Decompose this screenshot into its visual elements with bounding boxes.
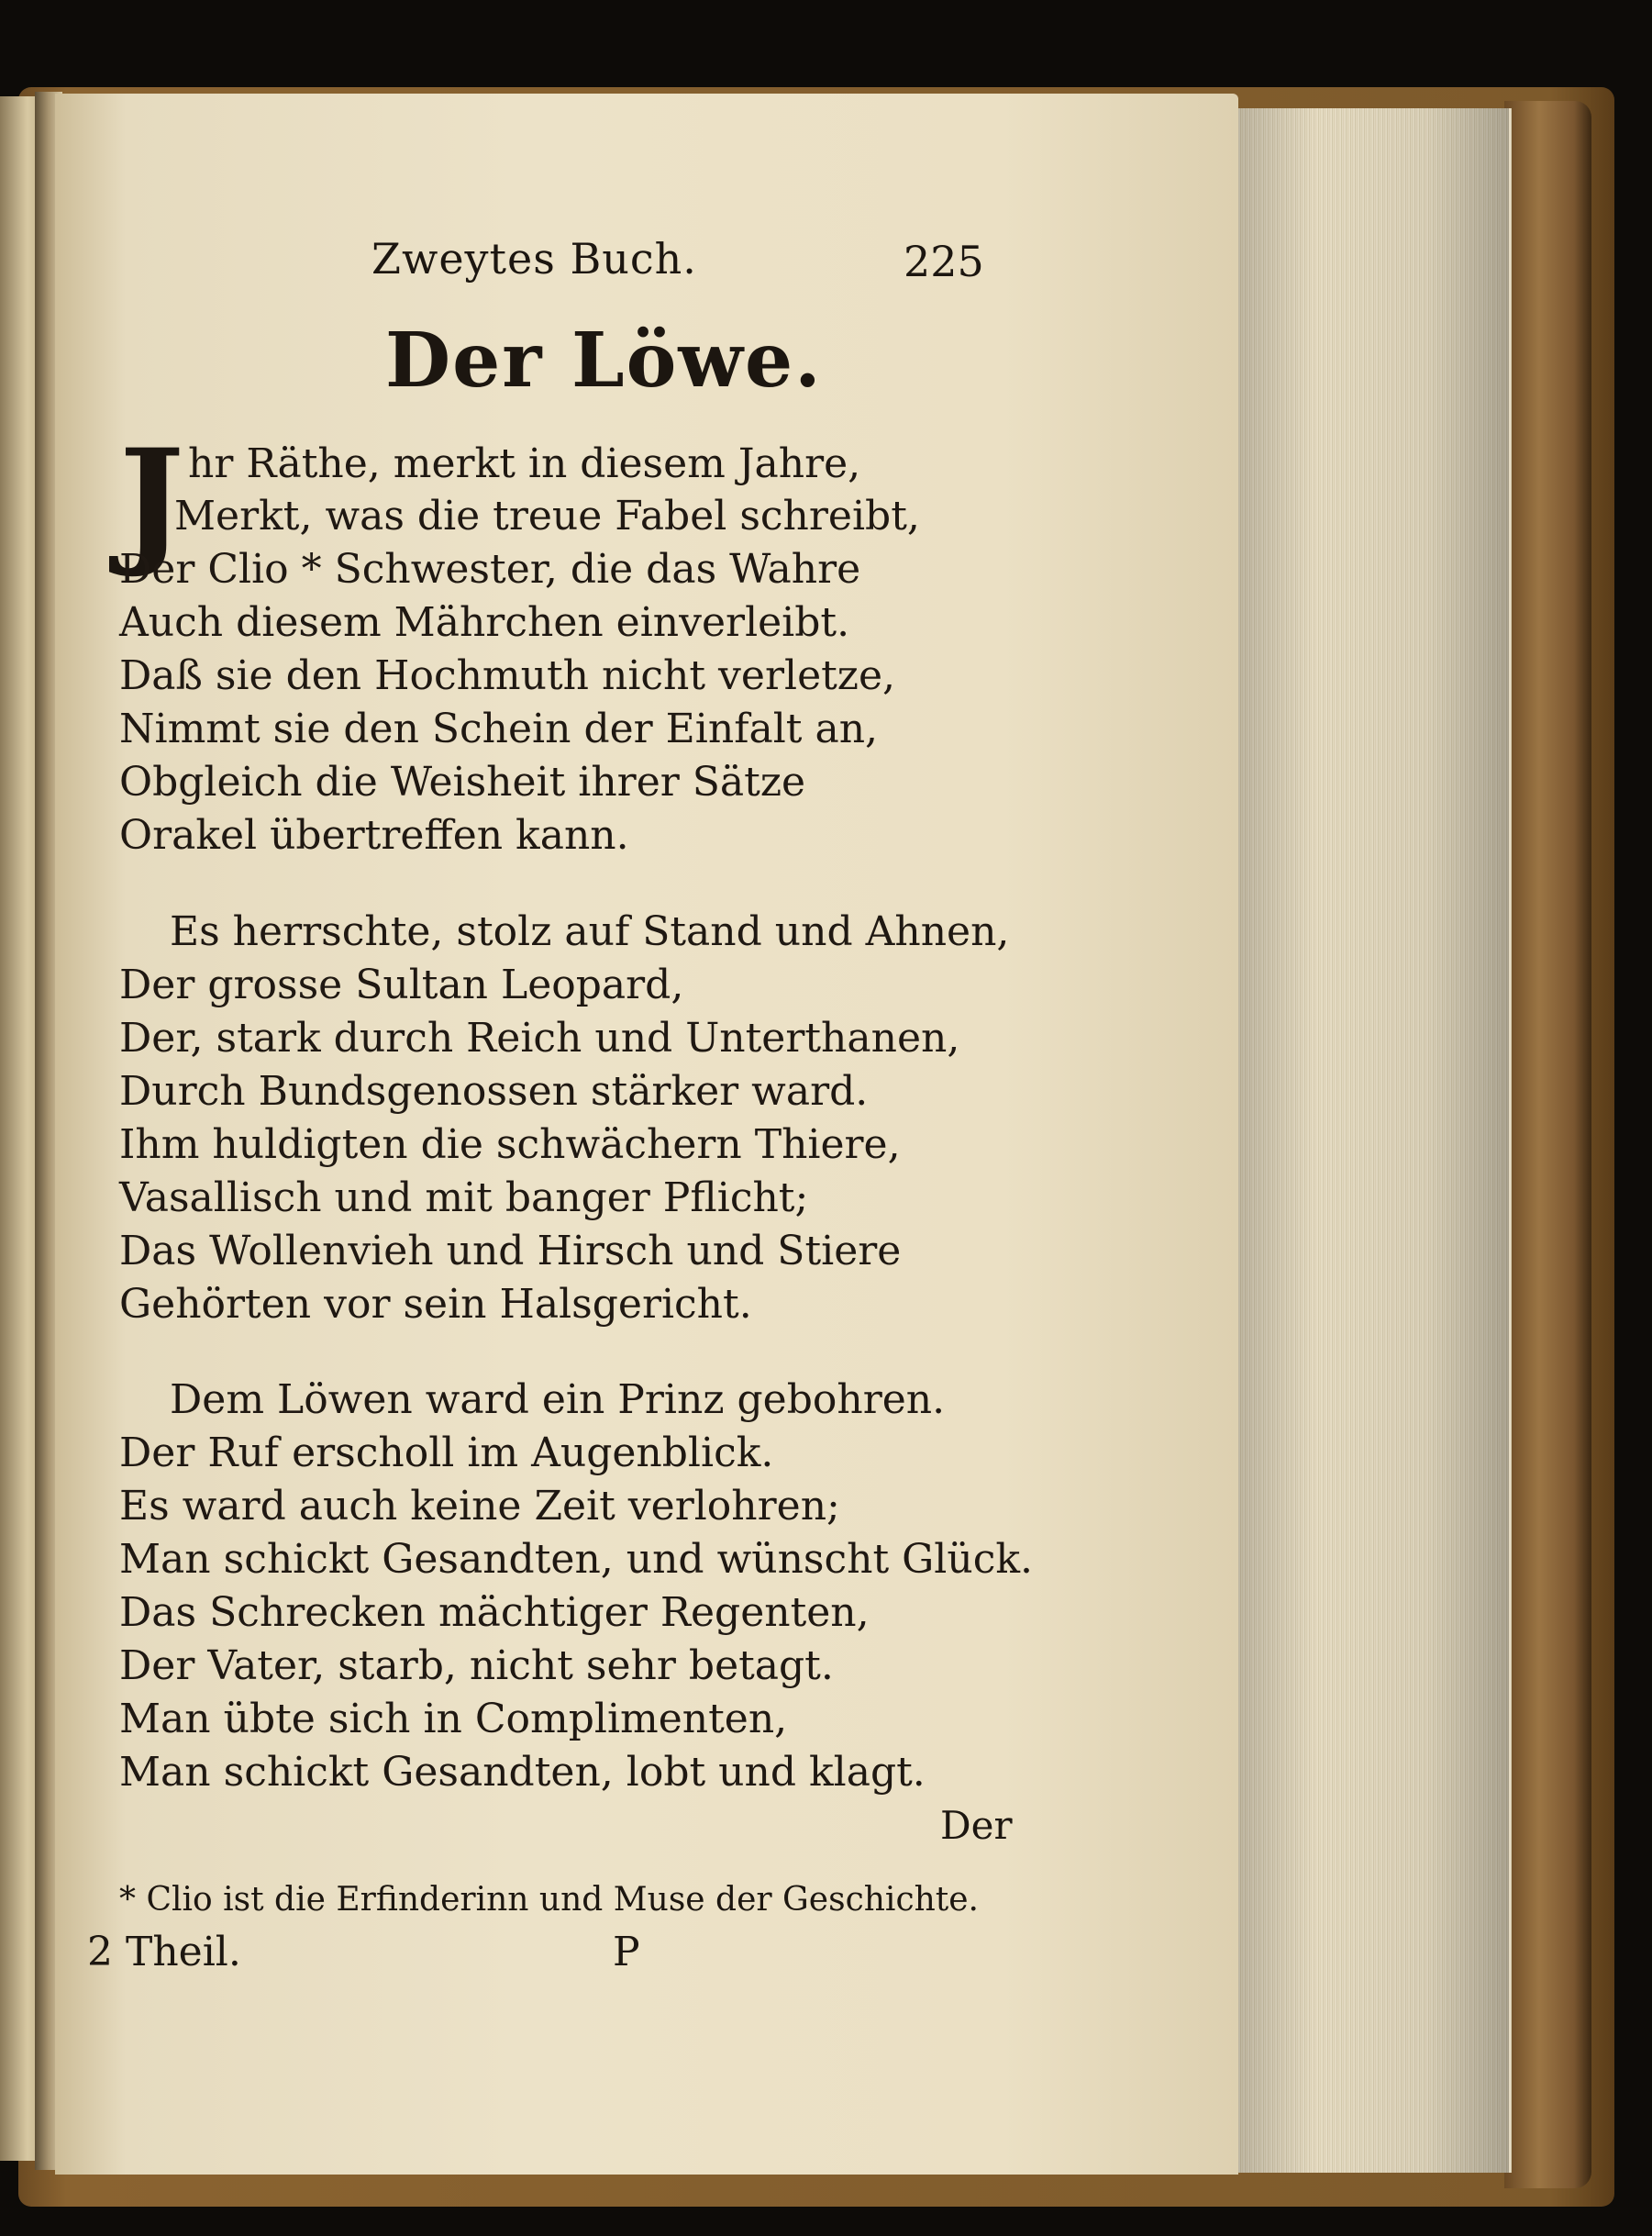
footnote: * Clio ist die Erfinderinn und Muse der Geschichte. (119, 1881, 980, 1919)
poem-line: Man übte sich in Complimenten, (119, 1696, 788, 1742)
poem-line: Gehörten vor sein Halsgericht. (119, 1281, 752, 1328)
catchword: Der (940, 1803, 1013, 1848)
back-cover-edge (1504, 101, 1591, 2188)
poem-line: Das Wollenvieh und Hirsch und Stiere (119, 1228, 902, 1274)
poem-line: Man schickt Gesandten, lobt und klagt. (119, 1749, 926, 1796)
poem-line: Daß sie den Hochmuth nicht verletze, (119, 652, 895, 699)
poem-line: hr Räthe, merkt in diesem Jahre, (188, 440, 861, 487)
page-number: 225 (904, 237, 984, 286)
poem-line: Es herrschte, stolz auf Stand und Ahnen, (170, 908, 1010, 955)
poem-line: Dem Löwen ward ein Prinz gebohren. (170, 1376, 946, 1423)
fore-edge-shading (1234, 108, 1509, 2173)
poem-line: Ihm huldigten die schwächern Thiere, (119, 1121, 901, 1168)
poem-line: Der Clio * Schwester, die das Wahre (119, 546, 861, 593)
poem-title: Der Löwe. (385, 317, 823, 405)
poem-line: Man schickt Gesandten, und wünscht Glück. (119, 1536, 1033, 1583)
running-head: Zweytes Buch. (371, 234, 697, 284)
poem-line: Der, stark durch Reich und Unterthanen, (119, 1015, 960, 1062)
poem-line: Merkt, was die treue Fabel schreibt, (174, 493, 920, 540)
poem-line: Auch diesem Mährchen einverleibt. (119, 599, 850, 646)
poem-line: Obgleich die Weisheit ihrer Sätze (119, 759, 806, 806)
poem-line: Nimmt sie den Schein der Einfalt an, (119, 706, 879, 752)
poem-line: Der Vater, starb, nicht sehr betagt. (119, 1642, 834, 1689)
poem-line: Es ward auch keine Zeit verlohren; (119, 1483, 840, 1530)
drop-cap: J (119, 419, 184, 581)
poem-line: Orakel übertreffen kann. (119, 812, 629, 859)
poem-line: Durch Bundsgenossen stärker ward. (119, 1068, 869, 1115)
poem-line: Der grosse Sultan Leopard, (119, 962, 684, 1008)
poem-line: Der Ruf erscholl im Augenblick. (119, 1429, 774, 1476)
poem-line: Vasallisch und mit banger Pflicht; (119, 1174, 809, 1221)
gathering-signature: P (613, 1929, 640, 1975)
volume-signature: 2 Theil. (87, 1929, 241, 1975)
poem-line: Das Schrecken mächtiger Regenten, (119, 1589, 870, 1636)
